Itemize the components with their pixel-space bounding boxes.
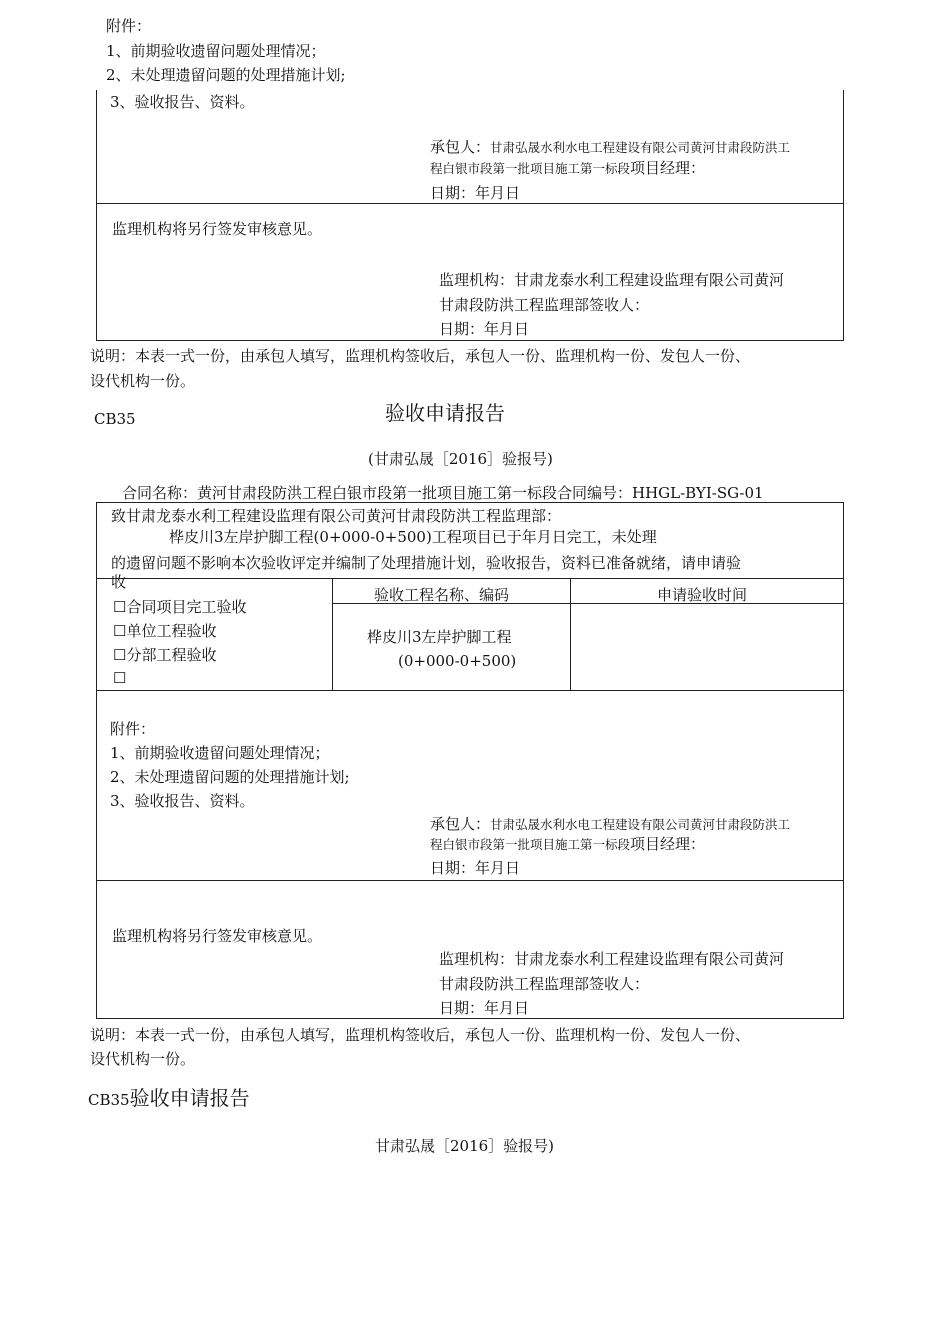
project-code: (0+000-0+500) [398, 652, 517, 670]
body-text-cut: 收 [111, 573, 127, 591]
checkbox-contract-completion[interactable] [113, 597, 246, 617]
checkbox-icon: ☐ [113, 598, 127, 616]
report-number: 甘肃弘晟［2016］验报号) [375, 1137, 555, 1155]
note-line: 设代机构一份。 [90, 372, 196, 390]
table2-row-divider [96, 578, 844, 579]
checkbox-icon: ☐ [113, 646, 127, 664]
report-number: (甘肃弘晟［2016］验报号) [368, 450, 553, 468]
contractor-label: 承包人： [430, 138, 491, 156]
table1-divider [96, 203, 844, 204]
checkbox-label: 单位工程验收 [126, 622, 217, 640]
addressee: 致甘肃龙泰水利工程建设监理有限公司黄河甘肃段防洪工程监理部： [111, 507, 562, 525]
note-line: 设代机构一份。 [90, 1050, 196, 1068]
note-line: 说明：本表一式一份，由承包人填写，监理机构签收后，承包人一份、监理机构一份、发包人一份、 [90, 347, 751, 365]
checkbox-icon: ☐ [113, 669, 127, 687]
manager-label: 项目经理： [630, 159, 706, 177]
checkbox-unit-project[interactable] [113, 621, 216, 641]
supervisor-opinion: 监理机构将另行签发审核意见。 [112, 220, 323, 238]
body-text: 桦皮川3左岸护脚工程(0+000-0+500)工程项目已于年月日完工，未处理 [169, 528, 657, 546]
attachment-item: 3、验收报告、资料。 [110, 792, 255, 810]
col-header-request-time: 申请验收时间 [657, 586, 748, 604]
col-header-project-name: 验收工程名称、编码 [374, 586, 510, 604]
attachment-item: 2、未处理遗留问题的处理措施计划; [106, 66, 346, 84]
table1-right-border [843, 90, 844, 340]
checkbox-sub-project[interactable] [113, 645, 216, 665]
table2-col-divider [570, 578, 571, 690]
supervisor-date: 日期：年月日 [439, 999, 530, 1017]
contractor-name-cont: 程白银市段第一批项目施工第一标段 [430, 161, 631, 176]
attachments-title: 附件： [106, 17, 152, 35]
table2-bottom-border [96, 1018, 844, 1019]
table2-right-border [843, 502, 844, 1018]
manager-label: 项目经理： [630, 835, 706, 853]
contractor-name-cont: 程白银市段第一批项目施工第一标段 [430, 837, 631, 852]
contractor-name: 甘肃弘晟水利水电工程建设有限公司黄河甘肃段防洪工 [490, 817, 791, 832]
body-text: 的遗留问题不影响本次验收评定并编制了处理措施计划，验收报告，资料已准备就绪，请申请验 [111, 554, 742, 572]
table2-row-divider [96, 880, 844, 881]
checkbox-icon: ☐ [113, 622, 127, 640]
contractor-signature [430, 137, 790, 158]
attachments-title: 附件： [110, 720, 156, 738]
table1-bottom-border [96, 340, 844, 341]
attachment-item: 1、前期验收遗留问题处理情况； [106, 42, 326, 60]
table2-col-divider [332, 578, 333, 690]
attachment-item: 1、前期验收遗留问题处理情况； [110, 744, 330, 762]
project-name: 桦皮川3左岸护脚工程 [367, 628, 512, 646]
form-heading [88, 1085, 250, 1111]
table1-left-border [96, 90, 97, 340]
supervisor-date: 日期：年月日 [439, 320, 530, 338]
checkbox-label: 合同项目完工验收 [126, 598, 247, 616]
contract-info: 合同名称：黄河甘肃段防洪工程白银市段第一批项目施工第一标段合同编号：HHGL-BYI-SG-01 [122, 484, 764, 502]
supervisor-signature-line2: 甘肃段防洪工程监理部签收人： [439, 975, 650, 993]
contractor-name: 甘肃弘晟水利水电工程建设有限公司黄河甘肃段防洪工 [490, 140, 791, 155]
form-title: 验收申请报告 [129, 1086, 250, 1110]
form-title: 验收申请报告 [385, 401, 505, 425]
supervisor-opinion: 监理机构将另行签发审核意见。 [112, 927, 323, 945]
attachment-item: 3、验收报告、资料。 [110, 93, 255, 111]
note-line: 说明：本表一式一份，由承包人填写，监理机构签收后，承包人一份、监理机构一份、发包人一份、 [90, 1026, 751, 1044]
supervisor-signature-line2: 甘肃段防洪工程监理部签收人： [439, 296, 650, 314]
supervisor-signature: 监理机构：甘肃龙泰水利工程建设监理有限公司黄河 [439, 950, 785, 968]
supervisor-signature: 监理机构：甘肃龙泰水利工程建设监理有限公司黄河 [439, 271, 785, 289]
form-code: CB35 [88, 1091, 130, 1109]
contractor-signature [430, 814, 790, 835]
contractor-date: 日期：年月日 [430, 184, 521, 202]
contractor-signature-line2 [430, 834, 705, 855]
table2-left-border [96, 502, 97, 1018]
contractor-signature-line2 [430, 158, 705, 179]
table2-row-divider [96, 690, 844, 691]
form-code: CB35 [94, 410, 136, 428]
contractor-date: 日期：年月日 [430, 859, 521, 877]
request-body [97, 503, 842, 591]
contractor-label: 承包人： [430, 815, 491, 833]
attachment-item: 2、未处理遗留问题的处理措施计划; [110, 768, 350, 786]
checkbox-label: 分部工程验收 [126, 646, 217, 664]
checkbox-other[interactable] [113, 668, 126, 688]
